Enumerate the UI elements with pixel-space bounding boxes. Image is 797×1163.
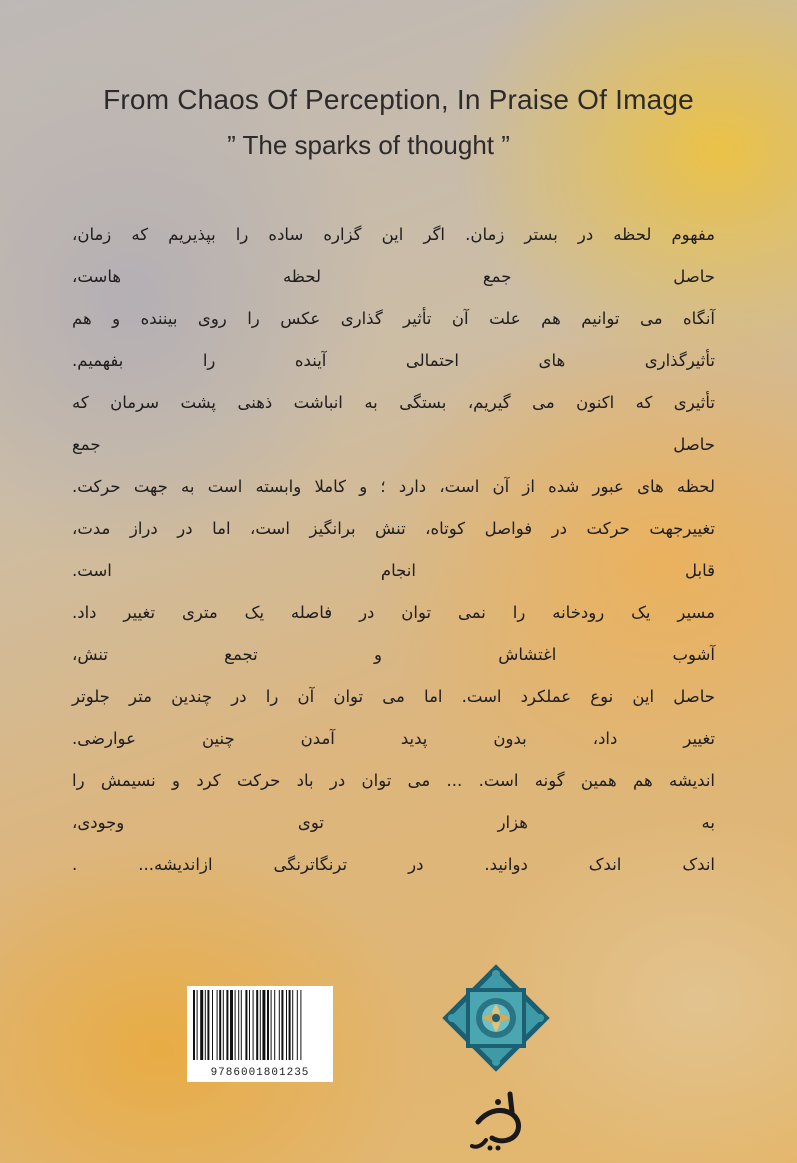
english-subtitle: ” The sparks of thought ” [227, 130, 510, 160]
barcode-bar [260, 990, 261, 1060]
body-line: حاصل جمع [72, 435, 715, 454]
body-line: تأثیری که اکنون می گیریم، بستگی به انباشت ذهنی پشت سرمان که [72, 393, 715, 412]
barcode-bar [197, 990, 198, 1060]
body-line: آشوب اغتشاش و تجمع تنش، [72, 645, 715, 664]
barcode-bar [267, 990, 269, 1060]
body-line: تأثیرگذاری های احتمالی آینده را بفهمیم. [72, 351, 715, 370]
barcode-bar [241, 990, 242, 1060]
barcode-bar [281, 990, 283, 1060]
barcode-bar [205, 990, 206, 1060]
barcode-bar [286, 990, 287, 1060]
body-line: تغییر داد، بدون پدید آمدن چنین عوارضی. [72, 729, 715, 748]
barcode-bar [230, 990, 233, 1060]
barcode-bar [245, 990, 247, 1060]
body-line: اندیشه هم همین گونه است. ... می توان در باد حرکت کرد و نسیمش را [72, 771, 715, 790]
body-line: قابل انجام است. [72, 561, 715, 580]
barcode-bar [289, 990, 291, 1060]
barcode-bars [191, 990, 329, 1060]
barcode-bar [256, 990, 258, 1060]
barcode-bar [217, 990, 218, 1060]
barcode-bar [238, 990, 239, 1060]
ornamental-emblem-icon [441, 963, 551, 1073]
body-line: لحظه های عبور شده از آن است، دارد ؛ و کاملا وابسته است به جهت حرکت. [72, 477, 715, 496]
persian-body-text [72, 214, 715, 886]
isbn-number: 9786001801235 [210, 1067, 310, 1079]
barcode-bar [300, 990, 301, 1060]
english-title: From Chaos Of Perception, In Praise Of Image [103, 84, 694, 115]
barcode-bar [223, 990, 224, 1060]
body-line: مفهوم لحظه در بستر زمان. اگر این گزاره ساده را بپذیریم که زمان، [72, 225, 715, 244]
barcode-bar [297, 990, 298, 1060]
barcode-bar [274, 990, 275, 1060]
barcode-bar [292, 990, 293, 1060]
body-line: حاصل این نوع عملکرد است. اما می توان آن را در چندین متر جلوتر [72, 687, 715, 706]
barcode-bar [207, 990, 209, 1060]
body-line: آنگاه می توانیم هم علت آن تأثیر گذاری عکس را روی بیننده و هم [72, 309, 715, 328]
body-line: حاصل جمع لحظه هاست، [72, 267, 715, 286]
barcode-bar [271, 990, 272, 1060]
body-line: تغییرجهت حرکت در فواصل کوتاه، تنش برانگیز است، اما در دراز مدت، [72, 519, 715, 538]
barcode-bar [262, 990, 265, 1060]
barcode-bar [219, 990, 221, 1060]
isbn-barcode [187, 986, 333, 1082]
barcode-bar [200, 990, 203, 1060]
body-line: اندک اندک دوانید. در ترنگاترنگی ازاندیشه... . [72, 855, 715, 874]
barcode-bar [235, 990, 236, 1060]
barcode-bar [279, 990, 280, 1060]
body-line: به هزار توی وجودی، [72, 813, 715, 832]
barcode-bar [253, 990, 254, 1060]
barcode-bar [193, 990, 195, 1060]
publisher-logo [468, 1082, 534, 1152]
barcode-bar [212, 990, 213, 1060]
barcode-bar [226, 990, 228, 1060]
barcode-bar [249, 990, 250, 1060]
body-line: مسیر یک رودخانه را نمی توان در فاصله یک متری تغییر داد. [72, 603, 715, 622]
